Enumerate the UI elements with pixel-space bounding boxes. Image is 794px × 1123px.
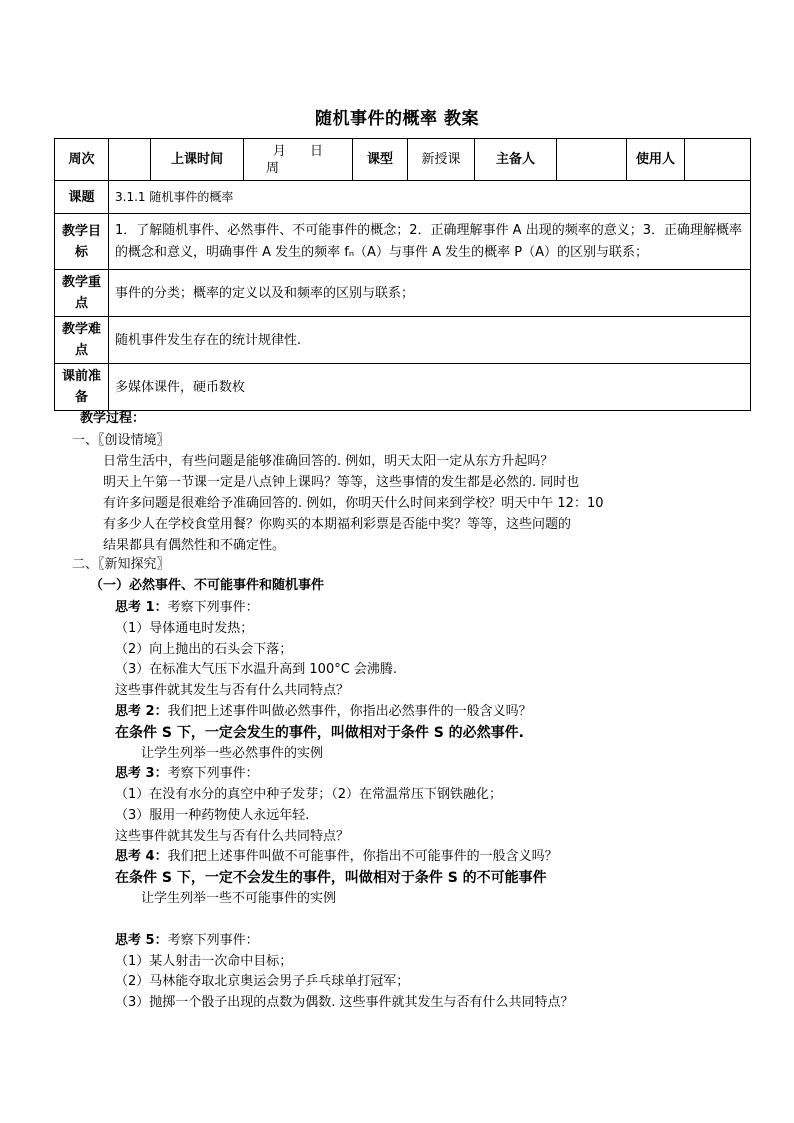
activity-line: 让学生列举一些必然事件的实例 — [141, 746, 324, 761]
section-1-title: 一、〖创设情境〗 — [72, 433, 170, 448]
think-5-label: 思考 5： — [115, 933, 168, 948]
think-3 — [115, 765, 259, 783]
activity-line: 让学生列举一些不可能事件的实例 — [141, 891, 337, 906]
definition-impossible-event: 在条件 S 下，一定不会发生的事件，叫做相对于条件 S 的不可能事件 — [115, 870, 547, 886]
focus-value: 事件的分类；概率的定义以及和频率的区别与联系； — [109, 270, 751, 317]
think-4-text: 我们把上述事件叫做不可能事件，你指出不可能事件的一般含义吗？ — [167, 849, 558, 864]
process-heading: 教学过程： — [80, 411, 146, 426]
question-line: 这些事件就其发生与否有什么共同特点？ — [115, 683, 350, 698]
topic-label: 课题 — [55, 181, 109, 214]
user-value — [685, 139, 751, 181]
header-row — [55, 139, 751, 181]
topic-value: 3.1.1 随机事件的概率 — [109, 181, 751, 214]
list-item: （3）抛掷一个骰子出现的点数为偶数. 这些事件就其发生与否有什么共同特点？ — [115, 995, 574, 1010]
paragraph-line: 明天上午第一节课一定是八点钟上课吗？等等，这些事情的发生都是必然的. 同时也 — [103, 475, 580, 490]
think-1-label: 思考 1： — [115, 600, 168, 615]
list-item: （1）某人射击一次命中目标； — [115, 954, 293, 969]
goal-label: 教学目标 — [55, 214, 109, 270]
list-item: （2）马林能夺取北京奥运会男子乒乓球单打冠军； — [115, 974, 410, 989]
think-3-text: 考察下列事件： — [167, 766, 259, 781]
think-5 — [115, 932, 259, 950]
list-item: （3）在标准大气压下水温升高到 100°C 会沸腾. — [115, 662, 398, 677]
subsection-1-title: （一）必然事件、不可能事件和随机事件 — [90, 578, 325, 593]
class-time-label: 上课时间 — [151, 139, 244, 181]
list-item: （2）向上抛出的石头会下落； — [115, 642, 293, 657]
difficulty-row — [55, 317, 751, 364]
goal-value: 1．了解随机事件、必然事件、不可能事件的概念；2．正确理解事件 A 出现的频率的意义；3．正确理解概率的概念和意义，明确事件 A 发生的频率 fₙ（A）与事件 A 发生的概率 P（A）的区别与联系； — [109, 214, 751, 270]
paragraph-line: 有许多问题是很难给予准确回答的. 例如，你明天什么时间来到学校？明天中午 12：10 — [103, 496, 604, 511]
list-item: （1）在没有水分的真空中种子发芽；（2）在常温常压下钢铁融化； — [115, 787, 503, 802]
week-label: 周次 — [55, 139, 109, 181]
think-2 — [115, 703, 532, 721]
page-title: 随机事件的概率 教案 — [315, 109, 479, 129]
lesson-type-label: 课型 — [353, 139, 408, 181]
list-item: （1）导体通电时发热； — [115, 621, 254, 636]
think-4-label: 思考 4： — [115, 849, 168, 864]
paragraph-line: 日常生活中，有些问题是能够准确回答的. 例如，明天太阳一定从东方升起吗？ — [103, 454, 554, 469]
focus-label: 教学重点 — [55, 270, 109, 317]
prep-label: 课前准备 — [55, 364, 109, 411]
definition-certain-event: 在条件 S 下，一定会发生的事件，叫做相对于条件 S 的必然事件. — [115, 725, 524, 741]
list-item: （3）服用一种药物使人永远年轻. — [115, 808, 310, 823]
think-1-text: 考察下列事件： — [167, 600, 259, 615]
prep-row — [55, 364, 751, 411]
question-line: 这些事件就其发生与否有什么共同特点？ — [115, 829, 350, 844]
date-month-day: 月 日 — [272, 143, 324, 159]
section-2-title: 二、〖新知探究〗 — [72, 557, 170, 572]
think-1 — [115, 599, 259, 617]
think-3-label: 思考 3： — [115, 766, 168, 781]
paragraph-line: 结果都具有偶然性和不确定性。 — [103, 538, 286, 553]
week-value — [109, 139, 151, 181]
lesson-info-table — [54, 138, 751, 411]
difficulty-label: 教学难点 — [55, 317, 109, 364]
user-label: 使用人 — [627, 139, 685, 181]
topic-row — [55, 181, 751, 214]
difficulty-value: 随机事件发生存在的统计规律性. — [109, 317, 751, 364]
main-preparer-value — [557, 139, 627, 181]
think-2-label: 思考 2： — [115, 704, 168, 719]
date-week: 周 — [266, 160, 280, 176]
goal-row — [55, 214, 751, 270]
lesson-type-value: 新授课 — [408, 139, 475, 181]
date-cell — [244, 139, 353, 181]
think-4 — [115, 848, 558, 866]
prep-value: 多媒体课件，硬币数枚 — [109, 364, 751, 411]
think-5-text: 考察下列事件： — [167, 933, 259, 948]
main-preparer-label: 主备人 — [475, 139, 557, 181]
focus-row — [55, 270, 751, 317]
paragraph-line: 有多少人在学校食堂用餐？你购买的本期福利彩票是否能中奖？等等，这些问题的 — [103, 517, 572, 532]
think-2-text: 我们把上述事件叫做必然事件，你指出必然事件的一般含义吗？ — [167, 704, 532, 719]
